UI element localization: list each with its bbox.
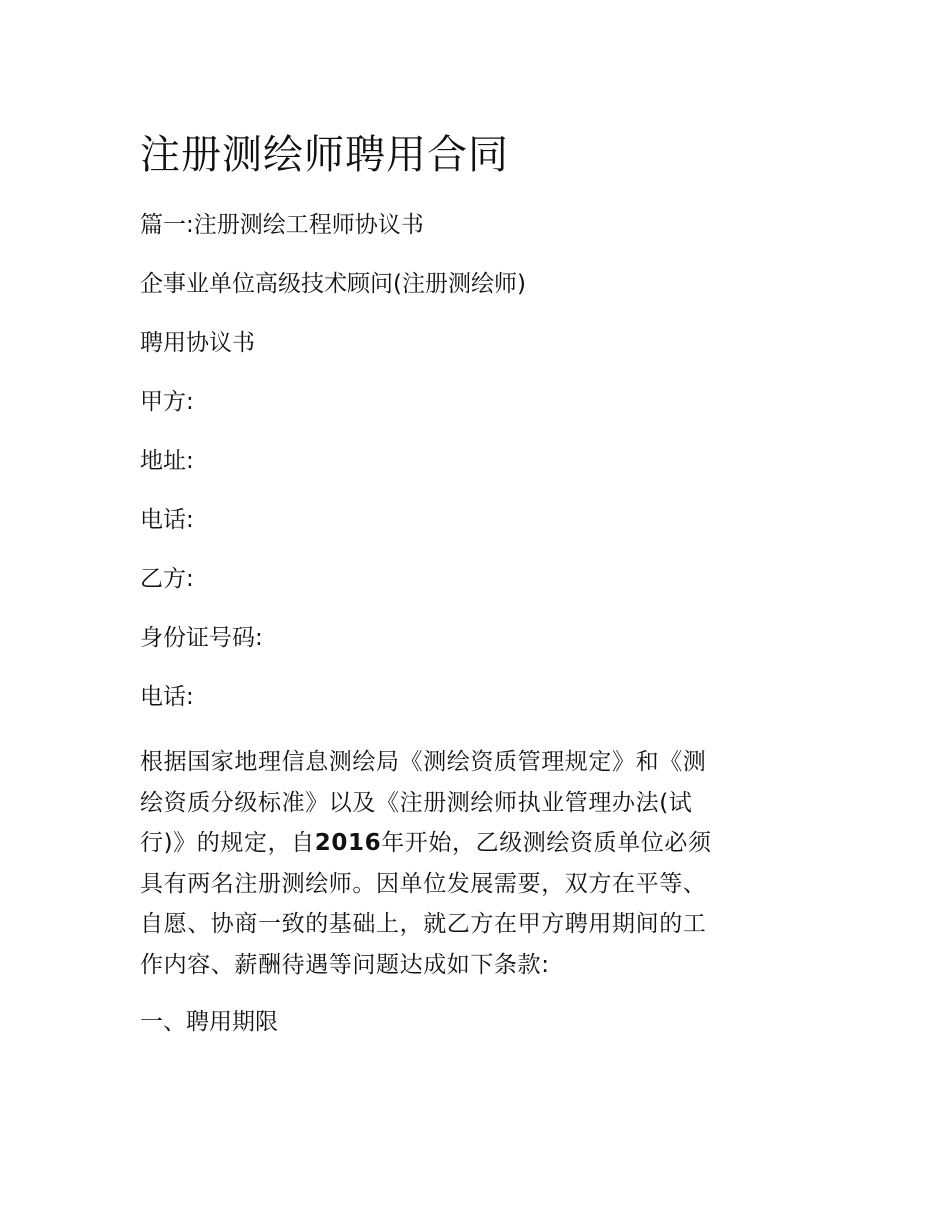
phone-label-a: 电话:: [140, 507, 194, 533]
document-title: 注册测绘师聘用合同: [140, 132, 509, 178]
agreement-name-line: 聘用协议书: [140, 330, 255, 356]
paragraph-line-6: 作内容、薪酬待遇等问题达成如下条款:: [140, 951, 550, 978]
paragraph-year: 2016: [314, 830, 382, 857]
subtitle-line: 篇一:注册测绘工程师协议书: [140, 212, 424, 238]
preamble-paragraph: [140, 742, 810, 986]
paragraph-line-2: 绘资质分级标准》以及《注册测绘师执业管理办法(试: [140, 789, 693, 816]
party-a-label: 甲方:: [140, 389, 194, 415]
phone-label-b: 电话:: [140, 684, 194, 710]
paragraph-line-3-end: 年开始，乙级测绘资质单位必须: [381, 830, 712, 857]
section-heading: 一、聘用期限: [140, 1009, 278, 1035]
paragraph-line-3: [140, 823, 810, 864]
paragraph-line-4: 具有两名注册测绘师。因单位发展需要，双方在平等、: [140, 870, 707, 897]
party-b-label: 乙方:: [140, 566, 194, 592]
paragraph-line-3-start: 行)》的规定，自: [140, 830, 315, 857]
position-line: 企事业单位高级技术顾问(注册测绘师): [140, 271, 526, 297]
paragraph-line-5: 自愿、协商一致的基础上，就乙方在甲方聘用期间的工: [140, 911, 707, 938]
id-number-label: 身份证号码:: [140, 625, 263, 651]
address-label: 地址:: [140, 448, 194, 474]
paragraph-line-1: 根据国家地理信息测绘局《测绘资质管理规定》和《测: [140, 749, 707, 775]
